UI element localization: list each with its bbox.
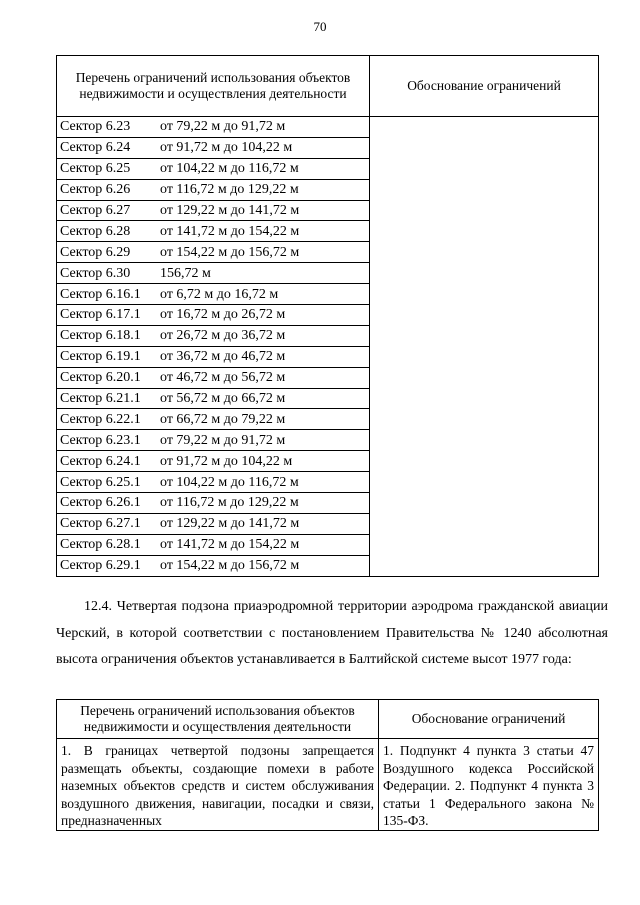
sector-label: Сектор 6.18.1 [60, 328, 141, 344]
height-range: от 129,22 м до 141,72 м [160, 203, 300, 218]
justification-cell [370, 493, 599, 514]
justification-cell [379, 739, 599, 831]
sector-cell [57, 242, 370, 263]
table-row [57, 409, 599, 430]
justification-cell [370, 346, 599, 367]
table-row [57, 367, 599, 388]
height-range: от 36,72 м до 46,72 м [160, 349, 286, 365]
table-header-row [57, 700, 599, 739]
table-row [57, 242, 599, 263]
table-row [57, 513, 599, 534]
justification-cell [370, 263, 599, 284]
sector-label: Сектор 6.21.1 [60, 391, 141, 407]
sector-label: Сектор 6.29 [60, 244, 131, 260]
height-range: от 26,72 м до 36,72 м [160, 328, 286, 344]
sector-cell [57, 409, 370, 430]
fourth-subzone-table [56, 699, 599, 831]
sector-cell [57, 513, 370, 534]
table-row [57, 137, 599, 158]
sector-cell [57, 534, 370, 555]
sector-label: Сектор 6.27 [60, 203, 131, 218]
sector-label: Сектор 6.24 [60, 140, 131, 156]
height-range: от 91,72 м до 104,22 м [160, 140, 293, 156]
table-row [57, 179, 599, 200]
table-row [57, 200, 599, 221]
justification-cell [370, 305, 599, 326]
justification-cell [370, 388, 599, 409]
table-row [57, 346, 599, 367]
height-range: от 141,72 м до 154,22 м [160, 223, 300, 239]
sector-cell [57, 430, 370, 451]
sector-label: Сектор 6.26 [60, 182, 131, 198]
justification-cell [370, 555, 599, 576]
sector-cell [57, 493, 370, 514]
sector-label: Сектор 6.20.1 [60, 370, 141, 386]
height-range: от 104,22 м до 116,72 м [160, 474, 299, 490]
sector-cell [57, 200, 370, 221]
sector-cell [57, 472, 370, 493]
sector-label: Сектор 6.27.1 [60, 516, 141, 532]
height-range: от 141,72 м до 154,22 м [160, 537, 300, 553]
justification-cell [370, 179, 599, 200]
table-row [57, 284, 599, 305]
justification-text: 1. Подпункт 4 пункта 3 статьи 47 Воздушного кодекса Российской Федерации. 2. Подпункт 4 пункта 3 статьи 1 Федерального закона № 135-ФЗ. [383, 743, 594, 828]
justification-cell [370, 409, 599, 430]
sector-cell [57, 284, 370, 305]
justification-cell [370, 284, 599, 305]
justification-cell [370, 451, 599, 472]
sector-cell [57, 263, 370, 284]
height-range: от 116,72 м до 129,22 м [160, 495, 299, 511]
sector-cell [57, 179, 370, 200]
sector-cell [57, 367, 370, 388]
section-paragraph: 12.4. Четвертая подзона приаэродромной территории аэродрома гражданской авиации Черский, в которой соответствии с постановлением Правительства № 1240 абсолютная высота ограничения объектов устанавливается в Балтийской системе высот 1977 года: [56, 599, 608, 667]
page-number: 70 [313, 19, 327, 34]
height-range: от 91,72 м до 104,22 м [160, 453, 293, 469]
sector-restrictions-table [56, 55, 599, 577]
header-restrictions: Перечень ограничений использования объектов недвижимости и осуществления деятельности [57, 700, 379, 739]
table-row [57, 555, 599, 576]
table-row [57, 305, 599, 326]
height-range: от 154,22 м до 156,72 м [160, 244, 300, 260]
table-row [57, 430, 599, 451]
header-restrictions: Перечень ограничений использования объектов недвижимости и осуществления деятельности [57, 56, 370, 117]
sector-cell [57, 451, 370, 472]
sector-label: Сектор 6.23.1 [60, 432, 141, 448]
header-justification: Обоснование ограничений [379, 700, 599, 739]
restriction-cell [57, 739, 379, 831]
sector-label: Сектор 6.30 [60, 265, 131, 281]
justification-cell [370, 472, 599, 493]
sector-cell [57, 305, 370, 326]
justification-cell [370, 430, 599, 451]
sector-label: Сектор 6.26.1 [60, 495, 141, 511]
height-range: от 79,22 м до 91,72 м [160, 119, 286, 135]
table-row [57, 534, 599, 555]
table-row [57, 388, 599, 409]
sector-cell [57, 555, 370, 576]
justification-cell [370, 137, 599, 158]
table-row [57, 263, 599, 284]
header-justification: Обоснование ограничений [370, 56, 599, 117]
sector-rows [57, 117, 599, 577]
justification-cell [370, 242, 599, 263]
sector-cell [57, 346, 370, 367]
table-row [57, 158, 599, 179]
sector-label: Сектор 6.16.1 [60, 286, 141, 302]
height-range: от 154,22 м до 156,72 м [160, 558, 300, 574]
justification-cell [370, 200, 599, 221]
justification-cell [370, 221, 599, 242]
height-range: от 79,22 м до 91,72 м [160, 432, 286, 448]
sector-label: Сектор 6.25 [60, 161, 131, 177]
justification-cell [370, 367, 599, 388]
height-range: от 116,72 м до 129,22 м [160, 182, 299, 198]
height-range: от 104,22 м до 116,72 м [160, 161, 299, 177]
justification-cell [370, 158, 599, 179]
justification-cell [370, 325, 599, 346]
table-row [57, 325, 599, 346]
table-row [57, 493, 599, 514]
sector-label: Сектор 6.17.1 [60, 307, 141, 323]
justification-cell [370, 117, 599, 138]
table-header-row [57, 56, 599, 117]
sector-cell [57, 388, 370, 409]
height-range: от 129,22 м до 141,72 м [160, 516, 300, 532]
table-row [57, 472, 599, 493]
height-range: от 66,72 м до 79,22 м [160, 411, 286, 427]
sector-cell [57, 221, 370, 242]
table-row [57, 451, 599, 472]
sector-cell [57, 158, 370, 179]
table-row [57, 117, 599, 138]
sector-label: Сектор 6.25.1 [60, 474, 141, 490]
sector-label: Сектор 6.19.1 [60, 349, 141, 365]
sector-cell [57, 137, 370, 158]
sector-label: Сектор 6.24.1 [60, 453, 141, 469]
justification-cell [370, 513, 599, 534]
sector-cell [57, 325, 370, 346]
restriction-text: 1. В границах четвертой подзоны запрещается размещать объекты, создающие помехи в работе наземных объектов средств и систем обслуживания воздушного движения, навигации, посадки и связи, предназначенных [61, 743, 374, 828]
table-row [57, 221, 599, 242]
sector-cell [57, 117, 370, 138]
height-range: от 56,72 м до 66,72 м [160, 391, 286, 407]
height-range: от 6,72 м до 16,72 м [160, 286, 279, 302]
sector-label: Сектор 6.29.1 [60, 558, 141, 574]
sector-label: Сектор 6.22.1 [60, 411, 141, 427]
height-range: от 46,72 м до 56,72 м [160, 370, 286, 386]
sector-label: Сектор 6.23 [60, 119, 131, 135]
sector-label: Сектор 6.28.1 [60, 537, 141, 553]
table-row [57, 739, 599, 831]
sector-label: Сектор 6.28 [60, 223, 131, 239]
justification-cell [370, 534, 599, 555]
height-range: 156,72 м [160, 265, 211, 281]
height-range: от 16,72 м до 26,72 м [160, 307, 286, 323]
